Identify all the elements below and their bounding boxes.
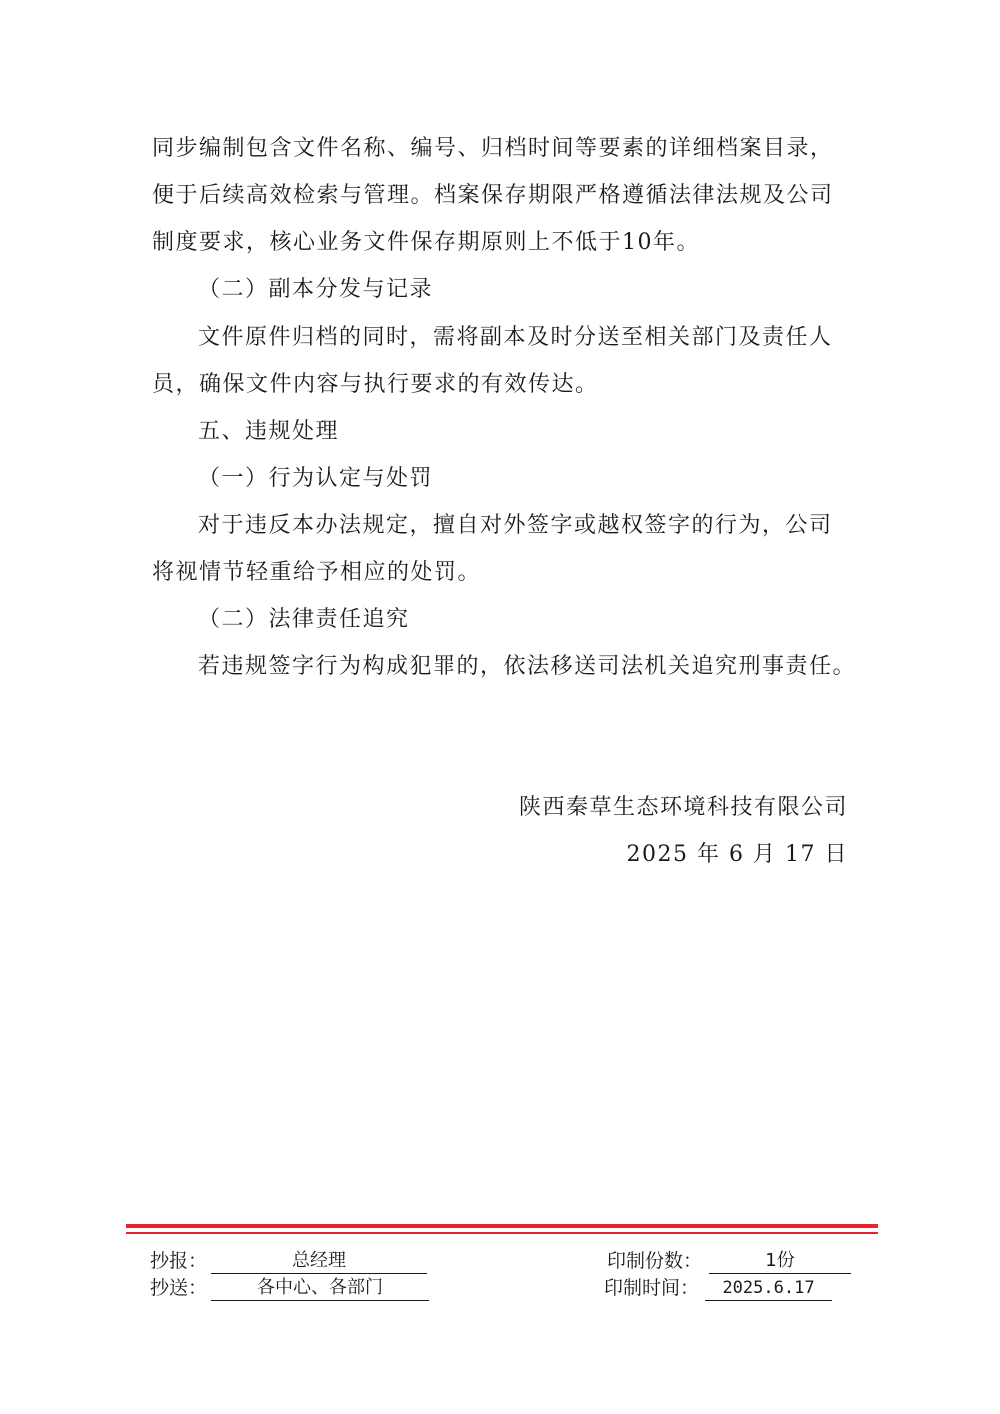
body-line-1: 同步编制包含文件名称、编号、归档时间等要素的详细档案目录，: [152, 136, 834, 161]
signature-company: 陕西秦草生态环境科技有限公司: [518, 795, 848, 820]
print-time-value: 2025.6.17: [705, 1276, 832, 1301]
footer-divider-thin: [126, 1232, 878, 1234]
body-line-6: 员，确保文件内容与执行要求的有效传达。: [152, 372, 599, 397]
report-to-value: 总经理: [211, 1249, 427, 1274]
body-line-10: 将视情节轻重给予相应的处罚。: [152, 560, 482, 585]
body-line-3: 制度要求，核心业务文件保存期原则上不低于10年。: [152, 230, 700, 255]
copies-value: 1份: [709, 1249, 851, 1274]
footer-divider-thick: [126, 1224, 878, 1228]
subsection-heading-copies: （二）副本分发与记录: [198, 277, 434, 302]
body-line-2: 便于后续高效检索与管理。档案保存期限严格遵循法律法规及公司: [152, 183, 834, 208]
print-time-label: 印制时间：: [604, 1277, 700, 1299]
report-to-label: 抄报：: [150, 1250, 208, 1272]
copy-to-value: 各中心、各部门: [211, 1276, 429, 1301]
body-line-12: 若违规签字行为构成犯罪的，依法移送司法机关追究刑事责任。: [198, 654, 857, 679]
body-line-9: 对于违反本办法规定，擅自对外签字或越权签字的行为，公司: [198, 513, 833, 538]
copy-to-label: 抄送：: [150, 1277, 208, 1299]
signature-date: 2025 年 6 月 17 日: [626, 842, 848, 867]
subsection-heading-penalty: （一）行为认定与处罚: [198, 466, 434, 491]
body-line-5: 文件原件归档的同时，需将副本及时分送至相关部门及责任人: [198, 325, 833, 350]
section-heading-violations: 五、违规处理: [198, 419, 340, 444]
subsection-heading-legal: （二）法律责任追究: [198, 607, 410, 632]
copies-label: 印制份数：: [607, 1250, 703, 1272]
